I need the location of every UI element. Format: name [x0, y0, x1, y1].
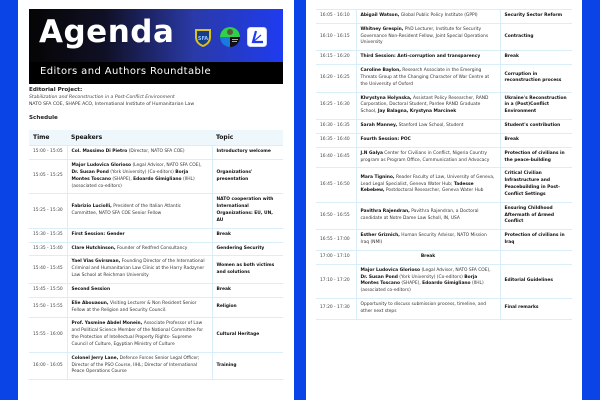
table-row — [316, 92, 572, 119]
session-topic: Corruption in reconstruction process — [500, 65, 572, 92]
session-speakers — [356, 65, 500, 92]
speaker-name: Dr. Susan Pond — [360, 274, 398, 280]
column-header-topic: Topic — [212, 130, 283, 146]
session-speakers — [67, 352, 212, 379]
session-time: 15:40 - 15:45 — [29, 256, 67, 283]
session-topic: Protection of civilians in the peace-building — [500, 147, 572, 168]
speaker-name: Whitney Grespin, — [360, 26, 404, 32]
schedule-table-page-1 — [29, 130, 283, 380]
speaker-affiliation: Stanford Law School, Student — [397, 123, 464, 129]
table-row — [29, 352, 283, 379]
editorial-project — [29, 87, 283, 107]
session-speakers — [356, 23, 500, 50]
table-row — [29, 194, 283, 228]
speaker-affiliation: PhD Lecturer, Institute for Security Governance Non-Resident Fellow, Joint Special Operations University — [360, 26, 489, 46]
table-row — [29, 228, 283, 242]
speaker-affiliation: (SHAPE), — [399, 281, 423, 287]
editorial-project-title: Stabilization and Reconstruction in a Post-Conflict Environment — [29, 95, 175, 100]
session-time: 15:00 - 15:05 — [29, 146, 67, 160]
sfa-shield-logo-icon — [192, 26, 214, 48]
session-time: 16:20 - 16:25 — [316, 65, 356, 92]
table-row — [29, 146, 283, 160]
speaker-affiliation: Global Public Policy Institute (GPPI) — [399, 13, 478, 18]
column-header-speakers: Speakers — [67, 130, 212, 146]
session-topic — [500, 250, 572, 264]
session-time: 15:25 - 15:30 — [29, 194, 67, 228]
session-speakers — [356, 168, 500, 202]
session-topic: Women as both victims and solutions — [212, 256, 283, 283]
agenda-page-2 — [306, 0, 582, 400]
speaker-name: Pavithra Rajendran, — [360, 209, 410, 215]
session-speakers — [67, 160, 212, 194]
session-time: 17:20 - 17:30 — [316, 299, 356, 320]
speaker-name: Elie Abouaoun, — [71, 300, 109, 306]
session-speakers — [356, 10, 500, 24]
session-topic: Introductory welcome — [212, 146, 283, 160]
speaker-affiliation: Visiting Lecturer & Non Resident Senior Fellow at the Religion and Security Council. — [71, 300, 197, 313]
session-time: 17:00 - 17:10 — [316, 250, 356, 264]
speaker-name: Mara Tignino, — [360, 174, 395, 180]
speaker-name: Sarah Manney, — [360, 123, 398, 129]
speaker-affiliation: Associate Professor of Law and Political Science Member of the National Committee for the Protection of Intellectual Property Rights- Supreme Council of Culture, Egyptian Ministry of Culture — [71, 321, 204, 347]
speaker-affiliation: Founding Director of the International Criminal and Humanitarian Law Clinic at the Harry Radzyner Law School at Reichman University — [71, 259, 205, 279]
session-speakers — [67, 146, 212, 160]
table-row — [316, 299, 572, 320]
session-time: 16:15 - 16:20 — [316, 51, 356, 65]
session-speakers — [356, 299, 500, 320]
banner-subtitle-strip — [29, 62, 283, 84]
speaker-affiliation: President of the Italian Atlantic Committee, NATO SFA COE Senior Fellow — [71, 204, 182, 217]
speaker-name: Borja Montes Toscano — [71, 169, 189, 182]
table-row — [316, 65, 572, 92]
session-topic: Training — [212, 352, 283, 379]
speaker-name: Abigail Watson, — [360, 13, 400, 18]
session-time: 15:35 - 15:40 — [29, 242, 67, 256]
session-topic: Break — [500, 133, 572, 147]
session-topic: Critical Civilian Infrastructure and Peacebuilding in Post-Conflict Settings — [500, 168, 572, 202]
speaker-affiliation: Opportunity to discuss submission process, timeline, and other next steps — [360, 302, 487, 314]
speaker-affiliation: Research Associate in the Emerging Threats Group at the Changing Character of War Centre at the University of Oxford — [360, 68, 490, 87]
speaker-name: Esther Griznich, — [360, 233, 400, 239]
speaker-affiliation: Postdoctoral Researcher, Geneva Water Hub — [384, 188, 484, 194]
session-topic: NATO cooperation with International Organizations: EU, UN, AU — [212, 194, 283, 228]
session-speakers — [356, 120, 500, 134]
session-speakers — [67, 297, 212, 318]
speaker-name: Col. Massimo Di Pietro — [71, 149, 128, 155]
speaker-affiliation: Defence Forces Senior Legal Officer; Director of the PSO Course, IIHL; Director of International Peace Operations Course — [71, 355, 200, 375]
table-row — [29, 160, 283, 194]
session-time: 16:45 - 16:50 — [316, 168, 356, 202]
speaker-affiliation: Human Security Advisor, NATO Mission Iraq (NMI) — [360, 233, 487, 246]
speaker-affiliation: Assistant Policy Researcher, RAND Corporation, Doctoral Student, Pardee RAND Graduate School, — [360, 95, 489, 115]
table-row — [316, 23, 572, 50]
speaker-name: Fourth Session: POC — [360, 136, 411, 142]
table-row — [29, 283, 283, 297]
session-speakers — [67, 256, 212, 283]
session-time: 15:50 - 15:55 — [29, 297, 67, 318]
session-time: 16:40 - 16:45 — [316, 147, 356, 168]
speaker-name: Fabrizio Luciolli, — [71, 204, 112, 210]
session-speakers — [356, 230, 500, 251]
speaker-name: Third Session: Anti-corruption and transparency — [360, 54, 481, 60]
session-time: 16:00 - 16:05 — [29, 352, 67, 379]
column-header-time: Time — [29, 130, 67, 146]
schedule-heading: Schedule — [29, 115, 58, 121]
session-topic: Break — [212, 283, 283, 297]
session-time: 15:05 - 15:25 — [29, 160, 67, 194]
agenda-banner — [29, 9, 283, 84]
table-row — [316, 168, 572, 202]
session-topic: Ukraine's Reconstruction in a (Post)Conflict Environment — [500, 92, 572, 119]
speaker-affiliation: (IIHL)(associated co-editors) — [360, 281, 484, 294]
speaker-name: Major Ludovica Glorioso — [71, 163, 132, 169]
table-row — [29, 297, 283, 318]
table-row — [316, 10, 572, 24]
partner-logos — [192, 26, 268, 48]
session-speakers — [67, 228, 212, 242]
table-row — [316, 264, 572, 298]
session-topic: Contracting — [500, 23, 572, 50]
speaker-affiliation: (Legal Advisor, NATO SFA COE), — [420, 267, 491, 273]
speaker-affiliation: Founder of Redfred Consultancy — [115, 245, 188, 251]
session-topic: Security Sector Reform — [500, 10, 572, 24]
session-speakers — [356, 133, 500, 147]
page-title: Agenda — [39, 14, 175, 50]
session-time: 16:50 - 16:55 — [316, 202, 356, 229]
agenda-page-1 — [18, 0, 294, 400]
speaker-name: Major Ludovica Glorioso — [360, 267, 421, 273]
session-time: 16:30 - 16:35 — [316, 120, 356, 134]
session-topic: Organizations' presentation — [212, 160, 283, 194]
speaker-name: Khrystyna Holynska, — [360, 95, 412, 101]
speaker-affiliation: (SHAPE), — [110, 176, 134, 182]
session-topic: Editorial Guidelines — [500, 264, 572, 298]
session-time: 15:30 - 15:35 — [29, 228, 67, 242]
page-subtitle: Editors and Authors Roundtable — [40, 66, 211, 77]
banner-gradient — [29, 9, 283, 62]
iihl-logo-icon — [246, 26, 268, 48]
session-speakers — [356, 250, 500, 264]
editorial-label: Editorial Project: — [29, 87, 83, 93]
session-time: 15:45 - 15:50 — [29, 283, 67, 297]
session-topic: Student's contribution — [500, 120, 572, 134]
session-topic: Religion — [212, 297, 283, 318]
speaker-name: Second Session — [71, 286, 111, 292]
speaker-name: J.N Galya — [360, 150, 383, 156]
session-topic: Final remarks — [500, 299, 572, 320]
session-topic: Break — [500, 51, 572, 65]
speaker-name: Caroline Baylon, — [360, 68, 401, 74]
session-time: 16:10 - 16:15 — [316, 23, 356, 50]
session-speakers — [356, 92, 500, 119]
session-topic: Gendering Security — [212, 242, 283, 256]
table-row — [316, 250, 572, 264]
speaker-name: Break — [420, 253, 436, 259]
speaker-affiliation: (Legal Advisor, NATO SFA COE), — [131, 163, 202, 169]
session-speakers — [356, 147, 500, 168]
speaker-name: First Session: Gender — [71, 231, 125, 237]
session-time: 16:05 - 16:10 — [316, 10, 356, 24]
session-time: 16:55 - 17:00 — [316, 230, 356, 251]
session-time: 16:25 - 16:30 — [316, 92, 356, 119]
speaker-name: Edoardo Gimigliano — [133, 176, 182, 182]
session-topic: Ensuring Childhood Aftermath of Armed Conflict — [500, 202, 572, 229]
speaker-name: Dr. Susan Pond — [71, 169, 109, 175]
speaker-affiliation: (York University) (Co-editors) — [108, 169, 176, 175]
table-row — [316, 120, 572, 134]
speaker-name: Clare Hutchinson, — [71, 245, 116, 251]
speaker-name: Prof. Yasmine Abdel Monein, — [71, 321, 143, 327]
speaker-name: Colonel Jerry Lane, — [71, 355, 119, 361]
speaker-affiliation: Pavithra Rajendran, a Doctoral candidate at Notre Dame Law Scholl, IN, USA — [360, 209, 479, 221]
session-speakers — [67, 242, 212, 256]
speaker-affiliation: (York University) (Co-editors) — [397, 274, 465, 280]
session-speakers — [67, 283, 212, 297]
table-row — [29, 242, 283, 256]
globe-logo-icon — [219, 26, 241, 48]
speaker-name: Yael Vias Gvirsman, — [71, 259, 121, 265]
session-speakers — [356, 264, 500, 298]
session-speakers — [356, 202, 500, 229]
session-speakers — [67, 318, 212, 352]
table-row — [29, 318, 283, 352]
session-time: 17:10 - 17:20 — [316, 264, 356, 298]
svg-text:SFA: SFA — [197, 36, 209, 42]
table-row — [316, 133, 572, 147]
schedule-table-page-2 — [316, 9, 572, 320]
speaker-name: Edoardo Gimigliano — [422, 281, 471, 287]
session-speakers — [356, 51, 500, 65]
speaker-affiliation: (Director, NATO SFA COE) — [127, 149, 185, 155]
session-topic: Cultural Heritage — [212, 318, 283, 352]
table-header-row — [29, 130, 283, 146]
table-row — [316, 51, 572, 65]
speaker-name: Tadesse Kebebew, — [360, 181, 474, 194]
table-row — [316, 202, 572, 229]
session-speakers — [67, 194, 212, 228]
speaker-name: Borja Montes Toscano — [360, 274, 478, 287]
session-topic: Protection of civilians in Iraq — [500, 230, 572, 251]
editorial-organizations: NATO SFA COE, SHAPE ACO, International Institute of Humanitarian Law — [29, 102, 195, 107]
table-row — [316, 147, 572, 168]
session-time: 16:35 - 16:40 — [316, 133, 356, 147]
session-time: 15:55 - 16:00 — [29, 318, 67, 352]
table-row — [29, 256, 283, 283]
speaker-affiliation: Reader Faculty of Law, University of Geneva, Lead Legal Specialist, Geneva Water Hub; — [360, 174, 495, 187]
session-topic: Break — [212, 228, 283, 242]
speaker-affiliation: (IIHL)(associated co-editors) — [71, 176, 195, 189]
table-row — [316, 230, 572, 251]
speaker-affiliation: Center for Civilians in Conflict, Nigeria Country program as Program Office, Communication and Advocacy — [360, 150, 490, 163]
speaker-name: Jay Balagna, Krystyna Marcinek — [377, 109, 457, 115]
